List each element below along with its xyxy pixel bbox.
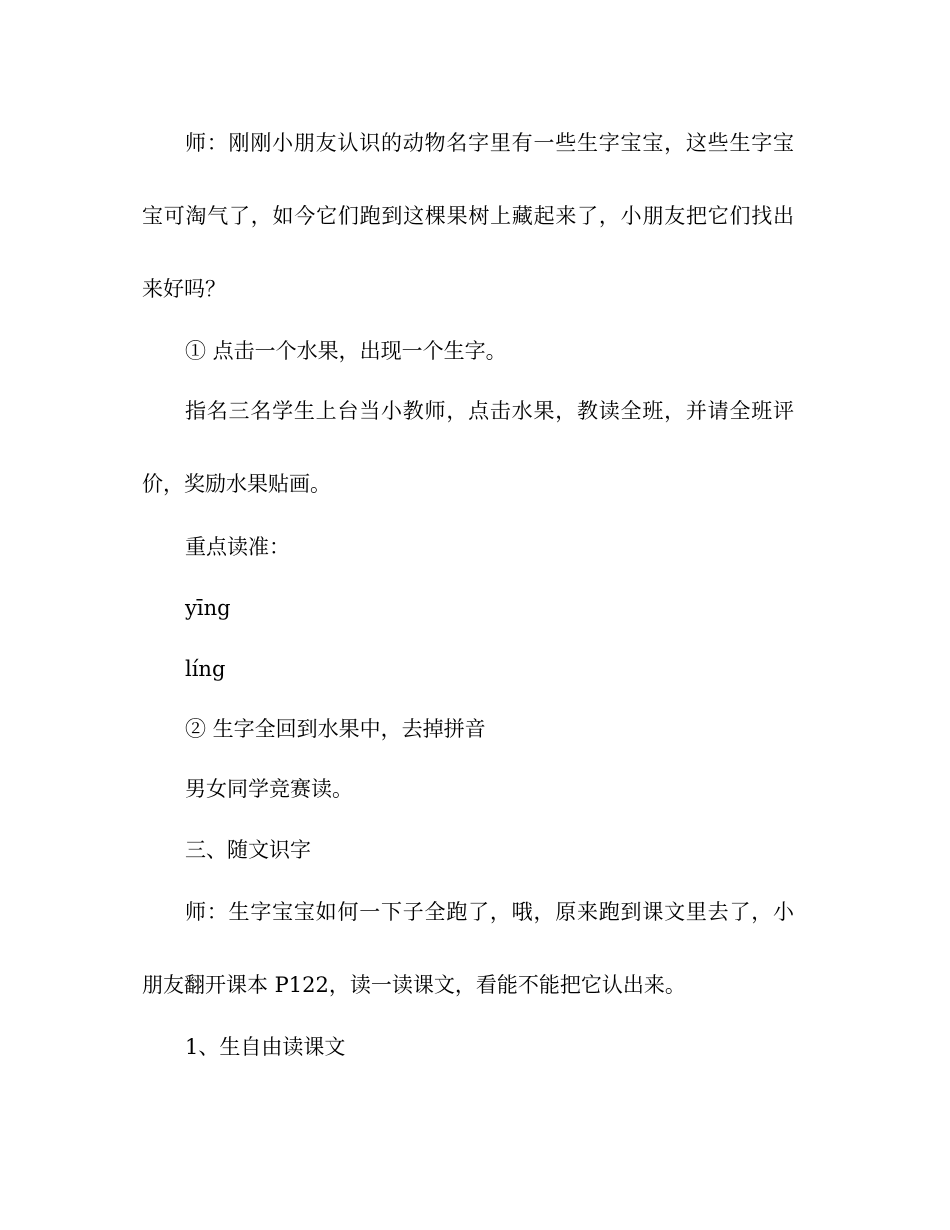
paragraph-student-teacher-line-2: 价，奖励水果贴画。 [142,472,331,496]
paragraph-teacher-intro-line-1: 师：刚刚小朋友认识的动物名字里有一些生字宝宝，这些生字宝 [185,131,794,155]
paragraph-teacher-intro-line-3: 来好吗？ [142,277,226,301]
pinyin-ling: líng [185,657,226,681]
step-2-remove-pinyin: ② 生字全回到水果中，去掉拼音 [185,717,486,741]
paragraph-teacher-intro-line-2: 宝可淘气了，如今它们跑到这棵果树上藏起来了，小朋友把它们找出 [142,204,794,228]
paragraph-open-textbook-line-1: 师：生字宝宝如何一下子全跑了，哦，原来跑到课文里去了，小 [185,900,794,924]
item-1-free-reading: 1、生自由读课文 [185,1035,346,1059]
key-pronunciation-heading: 重点读准： [185,535,290,559]
paragraph-open-textbook-line-2: 朋友翻开课本 P122，读一读课文，看能不能把它认出来。 [142,973,686,997]
pinyin-ying: yīng [185,596,231,620]
boys-girls-competition: 男女同学竞赛读。 [185,777,353,801]
section-heading-three: 三、随文识字 [185,838,311,862]
paragraph-student-teacher-line-1: 指名三名学生上台当小教师，点击水果，教读全班，并请全班评 [185,399,794,423]
step-1-click-fruit: ① 点击一个水果，出现一个生字。 [185,339,507,363]
